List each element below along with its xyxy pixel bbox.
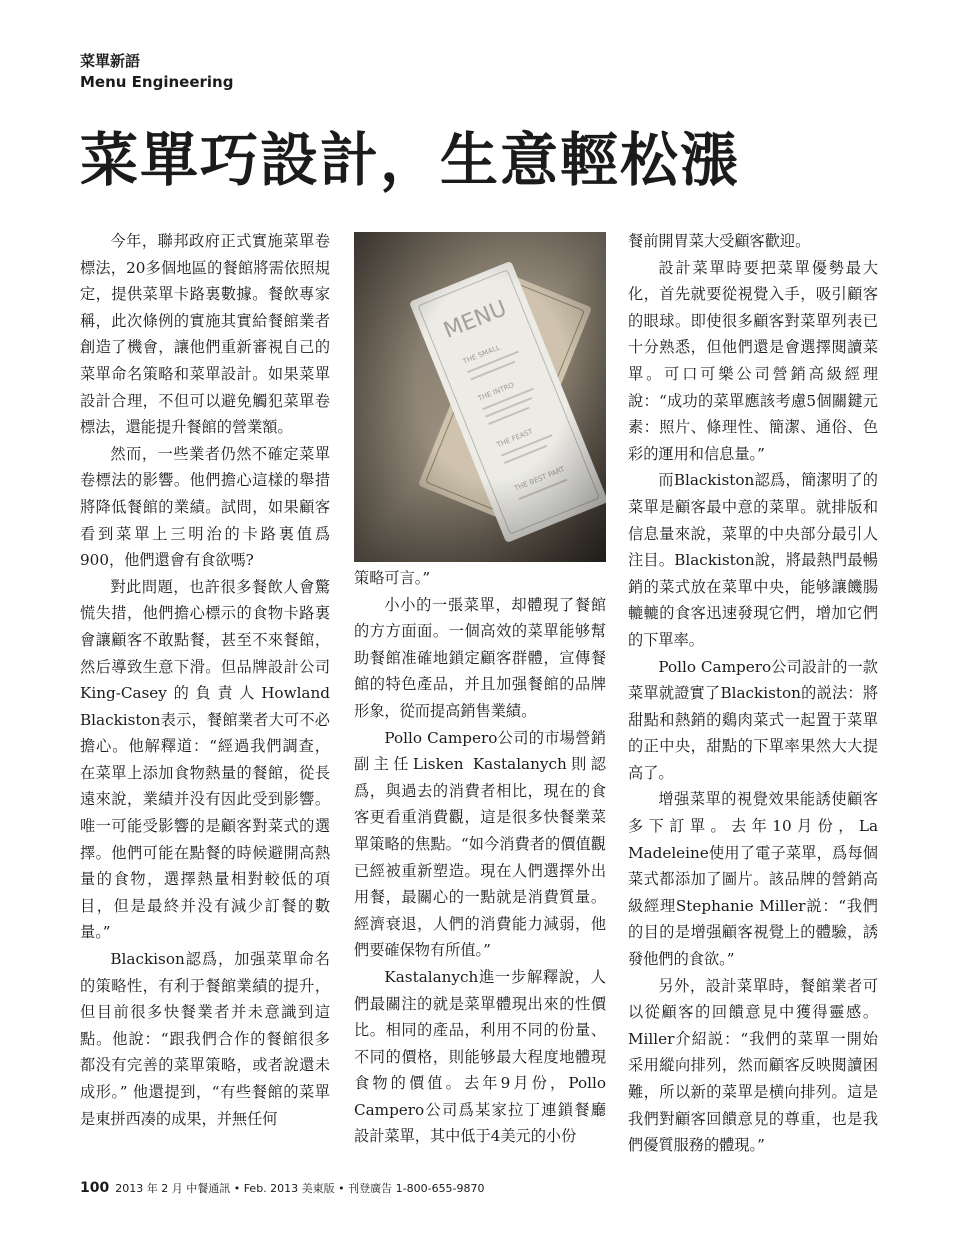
article-column-1 [80, 228, 330, 1132]
paragraph: 策略可言。” [354, 569, 431, 587]
paragraph: 今年，聯邦政府正式實施菜單卷標法，20多個地區的餐館將需依照規定，提供菜單卡路裏數據。餐飲專家稱，此次條例的實施其實給餐館業者創造了機會，讓他們重新審視自己的菜單命名策略和菜單設計。如果菜單設計合理，不但可以避免觸犯菜單卷標法，還能提升餐館的營業額。 [80, 232, 330, 437]
paragraph: 小小的一張菜單，却體現了餐館的方方面面。一個高效的菜單能够幫助餐館准確地鎖定顧客群體，宣傳餐館的特色產品，并且加强餐館的品牌形象，從而提高銷售業績。 [354, 595, 606, 720]
section-label-english: Menu Engineering [80, 73, 234, 91]
paragraph: 然而，一些業者仍然不確定菜單卷標法的影響。他們擔心這樣的舉措將降低餐館的業績。試問，如果顧客看到菜單上三明治的卡路裏值爲900，他們還會有食欲嗎? [80, 444, 330, 570]
article-column-3 [628, 228, 878, 1159]
article-column-2 [354, 565, 606, 1150]
paragraph: 另外，設計菜單時，餐館業者可以從顧客的回饋意見中獲得靈感。Miller介紹説：“我們的菜單一開始采用縱向排列，然而顧客反映閱讀困難，所以新的菜單是横向排列。這是我們對顧客回饋意見的尊重，也是我們優質服務的體現。” [628, 976, 878, 1155]
paragraph: 對此問題，也許很多餐飲人會驚慌失措，他們擔心標示的食物卡路裏會讓顧客不敢點餐，甚至不來餐館，然后導致生意下滑。但品牌設計公司King-Casey的負責人Howland Blackiston表示，餐館業者大可不必擔心。他解釋道：“經過我們調查，在菜單上添加食物熱量的餐館，從長遠來說，業績并没有因此受到影響。唯一可能受影響的是顧客對菜式的選擇。他們可能在點餐的時候避開高熱量的食物，選擇熱量相對較低的項目，但是最終并没有減少訂餐的數量。” [80, 577, 330, 942]
page-number: 100 [80, 1180, 110, 1196]
paragraph: 增强菜單的視覺效果能誘使顧客多下訂單。去年10月份，La Madeleine使用了電子菜單，爲每個菜式都添加了圖片。該品牌的營銷高級經理Stephanie Miller説：“我們的目的是增强顧客視覺上的體驗，誘發他們的食欲。” [628, 790, 878, 969]
paragraph: Pollo Campero公司設計的一款菜單就證實了Blackiston的説法：將甜點和熱銷的鷄肉菜式一起置于菜單的正中央，甜點的下單率果然大大提高了。 [628, 657, 878, 782]
footer-text: 2013 年 2 月 中餐通訊 • Feb. 2013 美東版 • 刊登廣告 1-800-655-9870 [115, 1182, 485, 1195]
paragraph: Blackison認爲，加强菜單命名的策略性，有利于餐館業績的提升，但目前很多快餐業者并未意識到這點。他說：“跟我們合作的餐館很多都没有完善的菜單策略，或者說還未成形。” 他還提到，“有些餐館的菜單是東拼西凑的成果，并無任何 [80, 950, 330, 1128]
paragraph: 設計菜單時要把菜單優勢最大化，首先就要從視覺入手，吸引顧客的眼球。即使很多顧客對菜單列表已十分熟悉，但他們還是會選擇閱讀菜單。可口可樂公司營銷高級經理說：“成功的菜單應該考慮5個關鍵元素：照片、條理性、簡潔、通俗、色彩的運用和信息量。” [628, 258, 878, 463]
paragraph: 餐前開胃菜大受顧客歡迎。 [628, 232, 811, 250]
section-label-chinese: 菜單新語 [80, 52, 141, 70]
page-footer [80, 1180, 485, 1196]
article-title: 菜單巧設計，生意輕松漲 [80, 126, 741, 194]
paragraph: Pollo Campero公司的市場營銷副主任Lisken Kastalanych則認爲，與過去的消費者相比，現在的食客更看重消費觀，這是很多快餐業菜單策略的焦點。“如今消費者的價值觀已經被重新塑造。現在人們選擇外出用餐，最關心的一點就是消費質量。經濟衰退，人們的消費能力減弱，他們要確保物有所值。” [354, 728, 606, 960]
menu-card-photo [354, 232, 606, 562]
paragraph: 而Blackiston認爲，簡潔明了的菜單是顧客最中意的菜單。就排版和信息量來說，菜單的中央部分最引人注目。Blackiston說，將最熱門最暢銷的菜式放在菜單中央，能够讓饑腸轆轆的食客迅速發現它們，增加它們的下單率。 [628, 471, 878, 649]
paragraph: Kastalanych進一步解釋說，人們最關注的就是菜單體現出來的性價比。相同的產品，利用不同的份量、不同的價格，則能够最大程度地體現食物的價值。去年9月份，Pollo Campero公司爲某家拉丁連鎖餐廳設計菜單，其中低于4美元的小份 [354, 967, 606, 1146]
